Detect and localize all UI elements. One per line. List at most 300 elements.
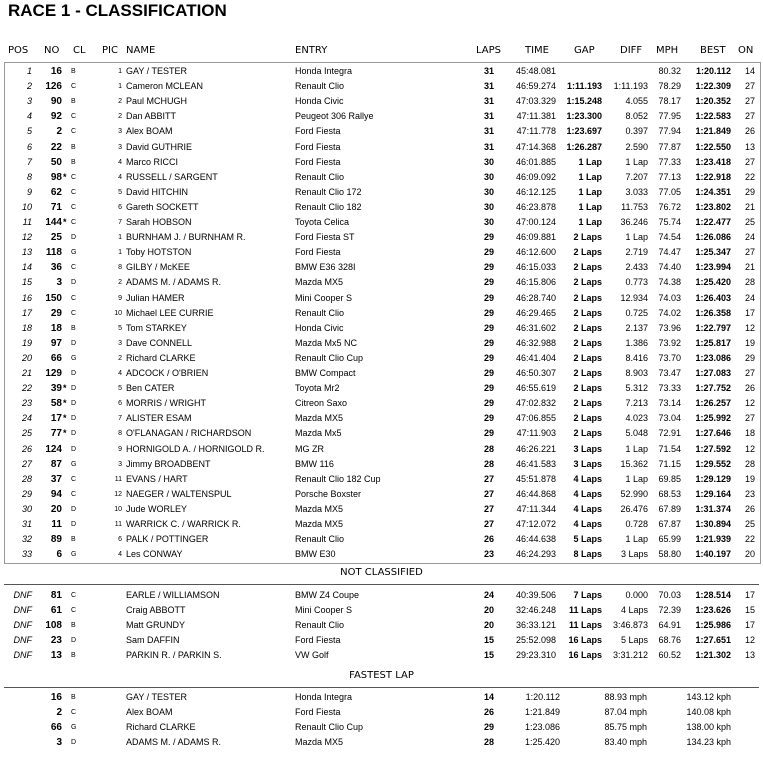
time-cell: 36:33.121 [515,620,556,630]
entry-cell: Renault Clio 182 Cup [295,473,381,484]
mph-cell: 73.14 [658,398,681,409]
gap-cell: 2 Laps [573,352,602,363]
driver-name-cell: Julian HAMER [126,292,185,303]
diff-cell: 3.033 [625,186,648,197]
time-cell: 25:52.098 [515,635,556,645]
diff-cell: 1 Lap [625,156,648,167]
mph-cell: 72.39 [658,605,681,615]
best-lap-cell: 1:26.403 [695,292,731,303]
mph-cell: 74.38 [658,277,681,288]
best-on-cell: 29 [744,352,755,363]
entry-cell: Mazda MX5 [295,413,344,424]
time-cell: 47:11.381 [516,111,556,122]
car-number-cell: 150 [45,292,62,304]
gap-cell: 2 Laps [573,398,602,409]
car-number-cell: 50 [50,156,62,168]
entry-cell: BMW Compact [295,368,356,378]
pic-cell: 3 [118,460,122,468]
pic-cell: 11 [114,475,122,483]
entry-cell: Peugeot 306 Rallye [295,111,374,122]
class-cell: C [71,203,77,211]
table-row [0,648,763,663]
lap-time-cell: 1:20.112 [525,692,560,702]
time-cell: 46:50.307 [515,368,556,378]
entry-cell: Ford Fiesta ST [295,232,355,243]
pos-cell: DNF [13,650,32,660]
car-number-cell: 66 [50,352,62,364]
mph-cell: 72.91 [658,428,681,439]
best-lap-cell: 1:27.651 [695,635,731,645]
laps-cell: 29 [483,277,494,288]
class-cell: C [71,188,77,196]
laps-cell: 29 [483,292,494,303]
entry-cell: Ford Fiesta [295,141,341,152]
driver-name-cell: David HITCHIN [126,186,189,197]
best-lap-cell: 1:31.374 [695,503,731,514]
pic-cell: 4 [118,551,122,559]
driver-name-cell: Sam DAFFIN [126,635,180,645]
car-number-cell: 29 [50,307,62,319]
table-row [0,381,763,396]
entry-cell: BMW E30 [295,549,336,560]
table-row [0,517,763,532]
pos-cell: 25 [21,428,32,439]
penalty-marker: * [63,383,67,394]
gap-cell: 2 Laps [573,337,602,348]
entry-cell: BMW Z4 Coupe [295,590,360,600]
pic-cell: 9 [118,445,122,453]
pic-cell: 2 [118,279,122,287]
gap-cell: 2 Laps [573,247,602,258]
class-cell: C [71,309,77,317]
best-lap-cell: 1:26.086 [695,232,731,243]
driver-name-cell: HORNIGOLD A. / HORNIGOLD R. [126,443,265,454]
mph-cell: 69.85 [658,473,681,484]
mph-cell: 67.87 [658,519,681,529]
table-row [0,291,763,306]
diff-cell: 0.773 [625,277,648,288]
best-on-cell: 27 [744,111,755,122]
best-lap-cell: 1:22.477 [695,217,731,227]
diff-cell: 4 Laps [620,605,648,615]
car-number-cell: 77 [50,428,62,440]
header-name: NAME [126,45,156,56]
gap-cell: 1:11.193 [566,81,602,92]
driver-name-cell: Dave CONNELL [126,337,193,348]
table-row [0,426,763,441]
driver-name-cell: Ben CATER [126,383,175,394]
car-number-cell: 23 [50,635,62,646]
diff-cell: 2.719 [625,247,648,258]
best-on-cell: 22 [744,171,755,182]
laps-cell: 30 [483,156,494,167]
header-best: BEST [700,45,726,56]
class-cell: D [71,637,77,644]
pic-cell: 6 [118,203,122,211]
time-cell: 46:26.221 [515,443,556,454]
car-number-cell: 87 [50,458,62,470]
car-number-cell: 98 [50,171,62,183]
mph-cell: 71.54 [658,443,681,454]
driver-name-cell: O'FLANAGAN / RICHARDSON [126,428,252,439]
table-row [0,94,763,109]
best-lap-cell: 1:23.802 [695,201,731,212]
driver-name-cell: Dan ABBITT [126,111,177,122]
best-lap-cell: 1:20.112 [695,66,731,76]
diff-cell: 15.362 [620,458,648,469]
not-classified-heading: NOT CLASSIFIED [340,567,423,578]
car-number-cell: 6 [56,549,62,561]
pos-cell: 18 [21,322,32,333]
class-cell: D [71,430,77,438]
kph-cell: 143.12 kph [686,692,731,702]
entry-cell: Toyota Mr2 [295,383,340,394]
best-lap-cell: 1:21.939 [695,534,731,545]
entry-cell: Toyota Celica [295,217,350,227]
diff-cell: 3:31.212 [612,650,648,660]
best-on-cell: 15 [744,605,755,615]
entry-cell: Renault Clio [295,534,345,545]
best-on-cell: 24 [744,232,755,243]
mph-cell: 80.32 [658,66,681,76]
lap-time-cell: 1:25.420 [524,737,560,747]
driver-name-cell: Matt GRUNDY [126,620,186,630]
lap-time-cell: 1:23.086 [524,722,560,732]
entry-cell: Ford Fiesta [295,156,341,167]
laps-cell: 15 [483,635,494,645]
gap-cell: 2 Laps [573,322,602,333]
best-on-cell: 19 [744,337,755,348]
gap-cell: 5 Laps [573,534,602,545]
kph-cell: 134.23 kph [686,737,731,747]
class-cell: C [71,264,77,272]
best-lap-cell: 1:25.817 [695,337,731,348]
pic-cell: 3 [118,339,122,347]
pic-cell: 3 [118,128,122,136]
best-lap-cell: 1:27.646 [695,428,731,439]
table-row [0,275,763,290]
table-row [0,336,763,351]
entry-cell: Honda Integra [295,692,353,702]
gap-cell: 1 Lap [578,217,602,227]
gap-cell: 4 Laps [573,519,602,529]
diff-cell: 52.990 [620,488,648,499]
car-number-cell: 126 [45,81,62,93]
best-on-cell: 13 [744,650,755,660]
car-number-cell: 18 [50,322,62,334]
mph-cell: 77.94 [658,126,681,137]
pos-cell: 3 [26,96,32,107]
laps-cell: 30 [483,171,494,182]
driver-name-cell: Toby HOTSTON [126,247,192,258]
best-on-cell: 26 [744,383,755,394]
pic-cell: 6 [118,536,122,544]
diff-cell: 8.416 [625,352,648,363]
best-lap-cell: 1:40.197 [695,549,731,560]
mph-cell: 78.17 [658,96,681,107]
car-number-cell: 2 [56,707,62,718]
time-cell: 47:11.344 [516,503,556,514]
time-cell: 46:59.274 [515,81,556,92]
pos-cell: 21 [21,368,32,378]
table-row [0,245,763,260]
entry-cell: VW Golf [295,650,329,660]
diff-cell: 5 Laps [620,635,648,645]
header-cl: CL [73,45,86,56]
fastest-lap-row [0,720,763,735]
class-cell: G [71,249,77,257]
mph-cell: 88.93 mph [604,692,647,702]
time-cell: 47:14.368 [515,141,556,152]
entry-cell: Mazda Mx5 NC [295,337,358,348]
table-row [0,321,763,336]
driver-name-cell: Tom STARKEY [126,322,187,333]
mph-cell: 74.54 [658,232,681,243]
best-on-cell: 19 [744,473,755,484]
header-on: ON [738,45,754,56]
diff-cell: 8.052 [625,111,648,122]
kph-cell: 140.08 kph [686,707,731,717]
gap-cell: 11 Laps [568,620,602,630]
gap-cell: 2 Laps [573,368,602,378]
gap-cell: 3 Laps [573,443,602,454]
pos-cell: 28 [21,473,32,484]
mph-cell: 64.91 [658,620,681,630]
time-cell: 46:55.619 [515,383,556,394]
pos-cell: 6 [26,141,32,152]
pos-cell: 20 [21,352,32,363]
best-on-cell: 28 [744,277,755,288]
mph-cell: 78.29 [658,81,681,92]
time-cell: 46:28.740 [515,292,556,303]
best-lap-cell: 1:23.626 [695,605,731,615]
diff-cell: 36.246 [620,217,648,227]
table-row [0,618,763,633]
pic-cell: 8 [118,430,122,438]
car-number-cell: 129 [45,368,62,379]
time-cell: 46:31.602 [515,322,556,333]
best-on-cell: 17 [744,307,755,318]
pos-cell: 32 [21,534,32,545]
driver-name-cell: WARRICK C. / WARRICK R. [126,519,241,529]
laps-cell: 29 [483,322,494,333]
driver-name-cell: BURNHAM J. / BURNHAM R. [126,232,246,243]
driver-name-cell: Alex BOAM [126,126,173,137]
entry-cell: Renault Clio [295,81,345,92]
best-on-cell: 21 [744,201,755,212]
pic-cell: 1 [118,68,122,75]
lap-time-cell: 1:21.849 [524,707,560,717]
time-cell: 46:44.868 [515,488,556,499]
driver-name-cell: David GUTHRIE [126,141,193,152]
car-number-cell: 58 [50,398,62,410]
page-title: RACE 1 - CLASSIFICATION [8,1,227,20]
class-cell: G [71,551,77,559]
pos-cell: 31 [21,519,32,529]
car-number-cell: 16 [50,692,62,703]
table-row [0,351,763,366]
mph-cell: 74.03 [658,292,681,303]
gap-cell: 4 Laps [573,473,602,484]
diff-cell: 1 Lap [625,232,648,243]
entry-cell: Renault Clio 172 [295,186,362,197]
best-lap-cell: 1:27.083 [695,368,731,378]
best-on-cell: 18 [744,428,755,439]
class-cell: G [71,354,77,362]
time-cell: 47:06.855 [515,413,556,424]
best-lap-cell: 1:23.086 [695,352,731,363]
table-row [0,547,763,562]
table-row [0,366,763,381]
mph-cell: 74.47 [658,247,681,258]
time-cell: 46:12.125 [515,186,556,197]
mph-cell: 73.70 [658,352,681,363]
best-lap-cell: 1:23.994 [695,262,731,273]
best-on-cell: 23 [744,488,755,499]
table-row [0,200,763,215]
class-cell: B [71,652,76,659]
time-cell: 47:11.778 [516,126,556,137]
table-row [0,532,763,547]
gap-cell: 16 Laps [568,650,602,660]
laps-cell: 31 [483,141,494,152]
penalty-marker: * [63,413,67,424]
time-cell: 46:44.638 [515,534,556,545]
pos-cell: 7 [26,156,32,167]
pos-cell: 10 [21,201,32,212]
laps-cell: 27 [483,503,494,514]
class-cell: D [71,339,77,347]
header-entry: ENTRY [295,45,328,56]
time-cell: 32:46.248 [515,605,556,615]
best-on-cell: 12 [744,322,755,333]
class-cell: C [71,490,77,498]
best-on-cell: 28 [744,458,755,469]
header-time: TIME [525,45,550,56]
best-lap-cell: 1:29.552 [695,458,731,469]
gap-cell: 16 Laps [568,635,602,645]
time-cell: 45:48.081 [515,66,556,76]
class-cell: C [71,475,77,483]
mph-cell: 73.04 [658,413,681,424]
driver-name-cell: ADCOCK / O'BRIEN [126,368,209,378]
not-classified-divider [4,584,759,585]
entry-cell: Honda Civic [295,322,344,333]
pic-cell: 9 [118,294,122,302]
pos-cell: 27 [21,458,32,469]
diff-cell: 4.023 [625,413,648,424]
car-number-cell: 62 [50,186,62,198]
laps-cell: 30 [483,186,494,197]
lap-number-cell: 29 [483,722,494,732]
laps-cell: 31 [483,126,494,137]
pos-cell: 17 [21,307,32,318]
pos-cell: 29 [21,488,32,499]
pic-cell: 4 [118,370,122,377]
header-laps: LAPS [476,45,502,56]
pos-cell: DNF [13,635,32,645]
lap-number-cell: 14 [483,692,494,702]
pic-cell: 7 [118,219,122,226]
entry-cell: Ford Fiesta [295,635,341,645]
best-on-cell: 12 [744,398,755,409]
time-cell: 45:51.878 [515,473,556,484]
pic-cell: 8 [118,264,122,272]
entry-cell: Mazda MX5 [295,737,344,747]
car-number-cell: 37 [50,473,62,485]
pos-cell: 9 [26,186,32,197]
diff-cell: 2.590 [625,141,648,152]
car-number-cell: 108 [45,620,62,631]
best-lap-cell: 1:25.986 [695,620,731,630]
time-cell: 46:12.600 [515,247,556,258]
car-number-cell: 61 [50,605,62,616]
entry-cell: Renault Clio [295,171,345,182]
mph-cell: 68.53 [658,488,681,499]
header-mph: MPH [656,45,679,56]
table-row [0,472,763,487]
car-number-cell: 66 [50,722,62,733]
class-cell: B [71,98,76,106]
car-number-cell: 97 [50,337,62,349]
time-cell: 47:12.072 [515,519,556,529]
best-on-cell: 25 [744,519,755,529]
best-lap-cell: 1:25.420 [695,277,731,288]
driver-name-cell: Jimmy BROADBENT [126,458,211,469]
mph-cell: 73.47 [658,368,681,378]
best-lap-cell: 1:21.849 [695,126,731,137]
best-on-cell: 26 [744,126,755,137]
pic-cell: 1 [118,83,122,91]
driver-name-cell: Paul MCHUGH [126,96,188,107]
table-row [0,603,763,618]
gap-cell: 1:26.287 [566,141,602,152]
laps-cell: 29 [483,232,494,243]
pos-cell: 2 [26,81,32,92]
driver-name-cell: Cameron MCLEAN [126,81,204,92]
diff-cell: 0.397 [625,126,648,137]
best-lap-cell: 1:22.918 [695,171,731,182]
class-cell: C [71,83,77,91]
laps-cell: 29 [483,307,494,318]
diff-cell: 2.433 [625,262,648,273]
best-on-cell: 27 [744,368,755,378]
time-cell: 46:41.404 [515,352,556,363]
laps-cell: 28 [483,443,494,454]
entry-cell: Mazda Mx5 [295,428,342,439]
class-cell: B [71,324,76,332]
diff-cell: 7.213 [625,398,648,409]
entry-cell: Mini Cooper S [295,292,353,303]
best-on-cell: 14 [744,66,755,76]
diff-cell: 26.476 [620,503,648,514]
entry-cell: Renault Clio [295,307,345,318]
best-on-cell: 29 [744,186,755,197]
class-cell: B [71,536,76,544]
best-lap-cell: 1:20.352 [695,96,731,107]
gap-cell: 1:15.248 [566,96,602,107]
laps-cell: 31 [483,96,494,107]
pos-cell: DNF [13,620,32,630]
laps-cell: 28 [483,458,494,469]
mph-cell: 71.15 [658,458,681,469]
table-row [0,487,763,502]
best-on-cell: 27 [744,156,755,167]
laps-cell: 29 [483,262,494,273]
class-cell: C [71,294,77,302]
time-cell: 46:29.465 [515,307,556,318]
time-cell: 47:00.124 [515,217,556,227]
